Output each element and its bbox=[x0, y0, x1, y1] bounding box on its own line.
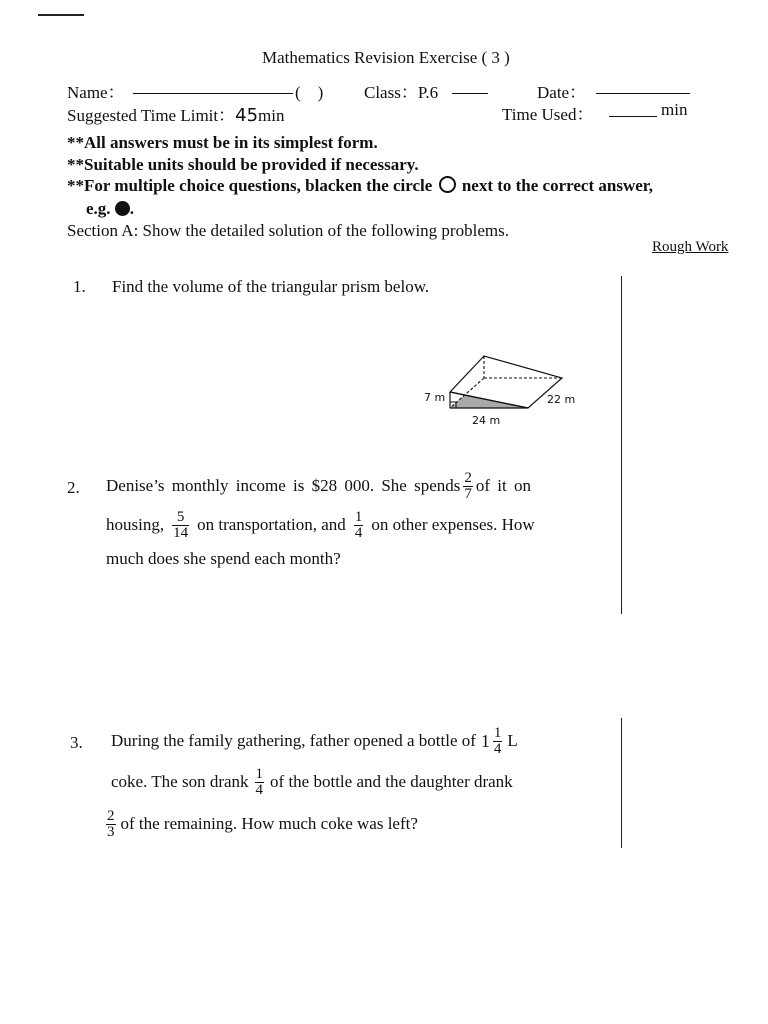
fraction-2-3: $\frac{2}{3}$ bbox=[107, 807, 115, 840]
q3-line2: coke. The son drank $\frac{1}{4}$ of the bottle and the daughter drank bbox=[111, 765, 513, 798]
name-field[interactable] bbox=[133, 79, 293, 94]
instruction-2: **Suitable units should be provided if necessary. bbox=[67, 155, 419, 174]
page-title: Mathematics Revision Exercise ( 3 ) bbox=[262, 48, 510, 67]
rough-work-heading: Rough Work bbox=[652, 239, 729, 255]
section-heading: Section A: Show the detailed solution of the following problems. bbox=[67, 221, 509, 240]
fraction-5-14: $\frac{5}{14}$ bbox=[173, 508, 189, 541]
time-limit-value: 45 bbox=[235, 105, 259, 126]
class-field[interactable] bbox=[452, 79, 488, 94]
time-limit-label: Suggested Time Limit：45min bbox=[67, 105, 285, 126]
q1-text: Find the volume of the triangular prism below. bbox=[112, 277, 430, 296]
q2-line3: much does she spend each month? bbox=[106, 549, 341, 568]
rough-work-divider bbox=[621, 276, 622, 614]
q2-line2: housing, $\frac{5}{14}$ on transportation, and $\frac{1}{4}$ on other expenses. How bbox=[106, 508, 535, 541]
corner-mark bbox=[38, 14, 84, 16]
date-label: Date： bbox=[537, 83, 587, 102]
fraction-1-4: $\frac{1}{4}$ bbox=[354, 508, 363, 541]
q1-label-height: 7 m bbox=[424, 391, 446, 404]
filled-circle-icon bbox=[115, 201, 130, 216]
time-used-unit: min bbox=[661, 100, 688, 119]
mixed-number-1-1-4: 1 $\frac{1}{4}$ bbox=[480, 724, 502, 757]
q2-line1: Denise’s monthly income is $28 000. She spends $\frac{2}{7}$ of it on bbox=[106, 469, 531, 502]
empty-circle-icon bbox=[439, 176, 456, 193]
instruction-example: e.g. . bbox=[86, 199, 135, 218]
instruction-3: **For multiple choice questions, blacken the circle next to the correct answer, bbox=[67, 176, 654, 195]
rough-work-divider-lower bbox=[621, 718, 622, 848]
q3-line3: $\frac{2}{3}$ of the remaining. How much coke was left? bbox=[107, 807, 418, 840]
q2-number: 2. bbox=[67, 478, 80, 497]
instruction-1: **All answers must be in its simplest form. bbox=[67, 133, 378, 152]
q1-number: 1. bbox=[73, 277, 86, 296]
fraction-2-7: $\frac{2}{7}$ bbox=[464, 469, 472, 502]
q3-line1: During the family gathering, father opened a bottle of 1 $\frac{1}{4}$ L bbox=[111, 724, 518, 757]
time-used-label: Time Used： bbox=[502, 105, 594, 124]
class-number-field[interactable]: ( ) bbox=[295, 83, 324, 102]
fraction-1-4: $\frac{1}{4}$ bbox=[255, 765, 264, 798]
q3-number: 3. bbox=[70, 733, 83, 752]
q1-label-base: 24 m bbox=[472, 414, 501, 427]
time-used-field[interactable] bbox=[609, 102, 657, 117]
date-field[interactable] bbox=[596, 79, 690, 94]
class-label: Class：P.6 bbox=[364, 83, 439, 102]
name-label: Name： bbox=[67, 83, 125, 102]
q1-label-length: 22 m bbox=[547, 393, 576, 406]
